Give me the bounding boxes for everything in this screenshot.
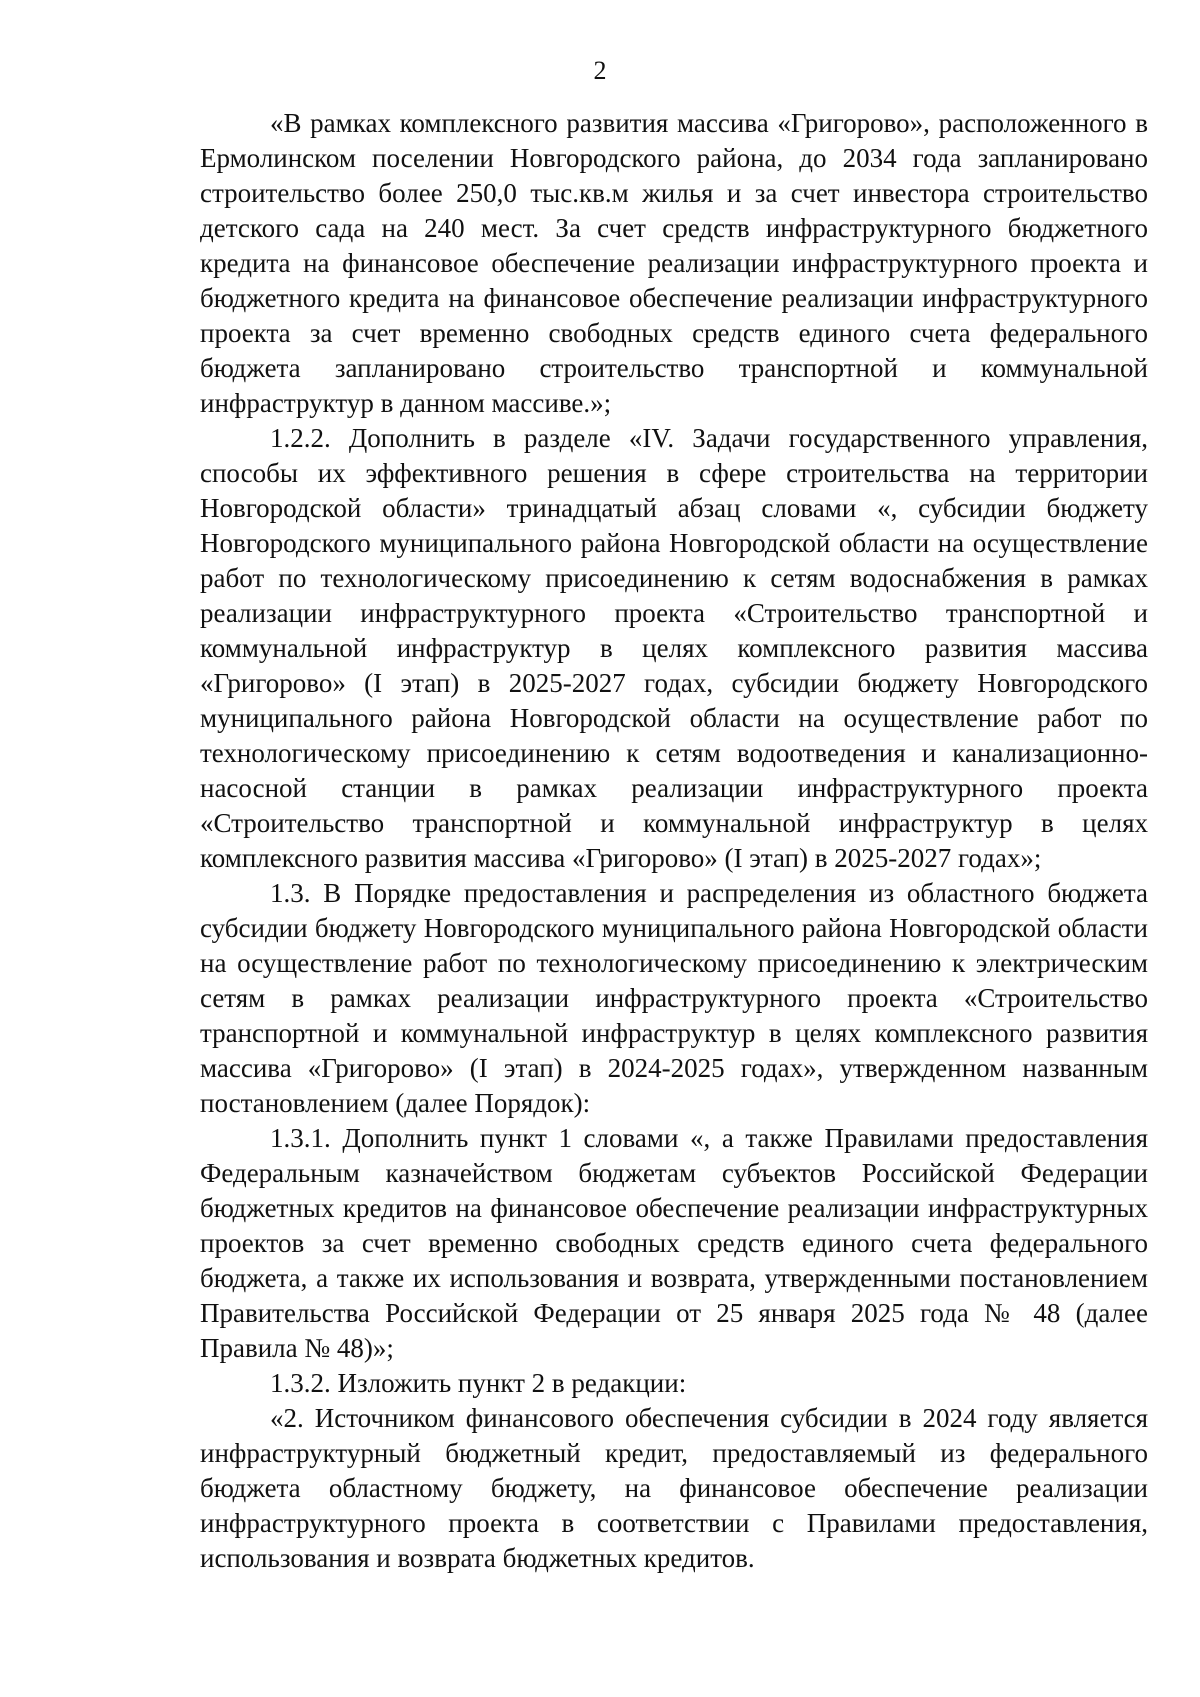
document-body [200,106,1148,1576]
paragraph-point-2-text: «2. Источником финансового обеспечения субсидии в 2024 году является инфраструктурный бюджетный кредит, предоставляемый из федерального бюджета областному бюджету, на финансовое обеспечение реализации инфраструктурного проекта в соответствии с Правилами предоставления, использования и возврата бюджетных кредитов. [200,1403,1148,1573]
paragraph-item-1-2-2: 1.2.2. Дополнить в разделе «IV. Задачи государственного управления, способы их эффективного решения в сфере строительства на территории Новгородской области» тринадцатый абзац словами «, субсидии бюджету Новгородского муниципального района Новгородской области на осуществление работ по технологическому присоединению к сетям водоснабжения в рамках реализации инфраструктурного проекта «Строительство транспортной и коммунальной инфраструктур в целях комплексного развития массива «Григорово» (I этап) в 2025-2027 годах, субсидии бюджету Новгородского муниципального района Новгородской области на осуществление работ по технологическому присоединению к сетям водоотведения и канализационно-насосной станции в рамках реализации инфраструктурного проекта «Строительство транспортной и коммунальной инфраструктур в целях комплексного развития массива «Григорово» (I этап) в 2025-2027 годах»; [200,423,1148,873]
paragraph-infrastructure-overview: «В рамках комплексного развития массива «Григорово», расположенного в Ермолинском поселении Новгородского района, до 2034 года запланировано строительство более 250,0 тыс.кв.м жилья и за счет инвестора строительство детского сада на 240 мест. За счет средств инфраструктурного бюджетного кредита на финансовое обеспечение реализации инфраструктурного проекта и бюджетного кредита на финансовое обеспечение реализации инфраструктурного проекта за счет временно свободных средств единого счета федерального бюджета запланировано строительство транспортной и коммунальной инфраструктур в данном массиве.»; [200,108,1148,418]
paragraph-item-1-3-1: 1.3.1. Дополнить пункт 1 словами «, а также Правилами предоставления Федеральным казначейством бюджетам субъектов Российской Федерации бюджетных кредитов на финансовое обеспечение реализации инфраструктурных проектов за счет временно свободных средств единого счета федерального бюджета, а также их использования и возврата, утвержденными постановлением Правительства Российской Федерации от 25 января 2025 года № 48 (далее Правила № 48)»; [200,1123,1148,1363]
paragraph-item-1-3: 1.3. В Порядке предоставления и распределения из областного бюджета субсидии бюджету Новгородского муниципального района Новгородской области на осуществление работ по технологическому присоединению к электрическим сетям в рамках реализации инфраструктурного проекта «Строительство транспортной и коммунальной инфраструктур в целях комплексного развития массива «Григорово» (I этап) в 2024-2025 годах», утвержденном названным постановлением (далее Порядок): [200,878,1148,1118]
paragraph-item-1-3-2: 1.3.2. Изложить пункт 2 в редакции: [270,1368,687,1398]
page-number: 2 [593,56,607,85]
